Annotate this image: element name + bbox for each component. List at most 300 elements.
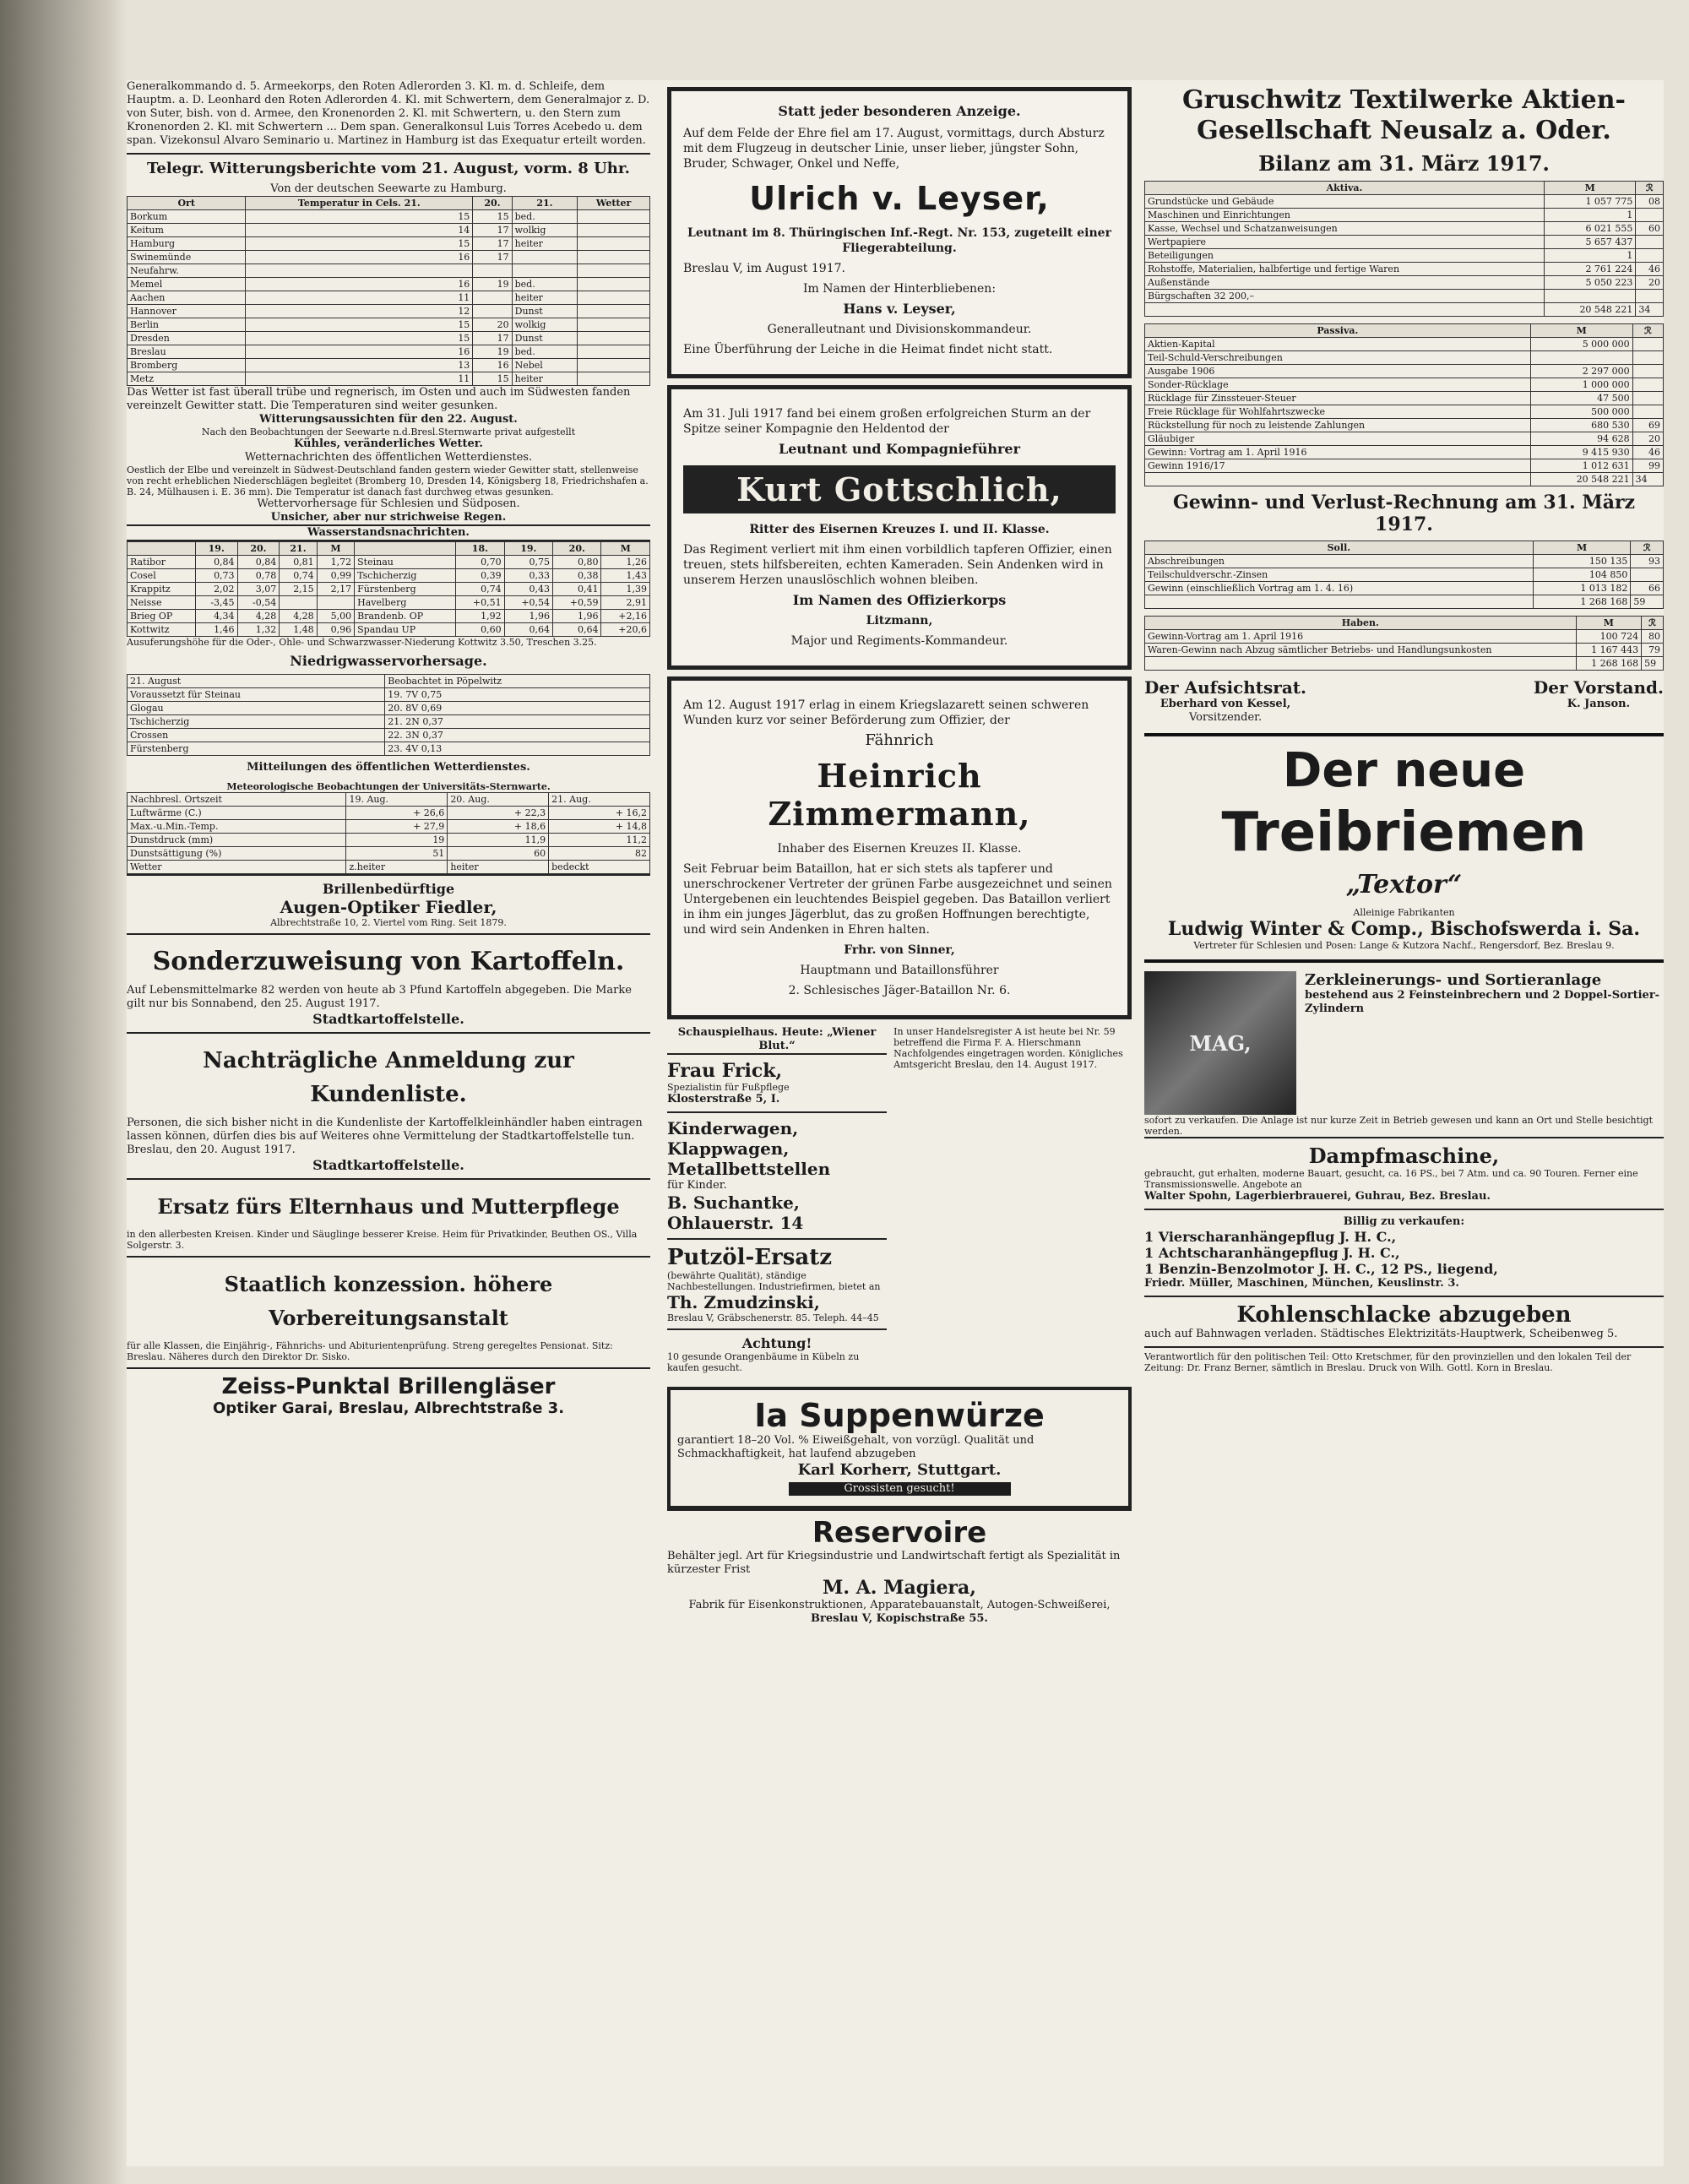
passiva-row [1145, 392, 1664, 405]
aktiva-cell: 08 [1636, 195, 1664, 209]
weather-cell [578, 345, 650, 359]
lowwater-row [128, 702, 650, 715]
guv-title: Gewinn- und Verlust-Rechnung am 31. März 1917. [1172, 492, 1636, 535]
passiva-row [1145, 365, 1664, 378]
water-cell: 0,43 [504, 583, 552, 596]
billig-item-2: 1 Achtscharanhängepflug J. H. C., [1144, 1245, 1400, 1261]
ad-magiera-addr: Breslau V, Kopischstraße 55. [811, 1612, 988, 1625]
water-cell: 2,15 [280, 583, 317, 596]
passiva-row [1145, 432, 1664, 446]
ad-achtung-title: Achtung! [741, 1335, 812, 1351]
haben-total-pf: 59 [1642, 657, 1664, 671]
passiva-row [1145, 378, 1664, 392]
passiva-cell: 47 500 [1530, 392, 1632, 405]
weather-cell: 17 [473, 251, 512, 264]
ad-nachtrag-text: Personen, die sich bisher nicht in die Kundenliste der Kartoffelkleinhändler haben eintragen lassen können, dürfen dies bis auf Weiteres ohne Vermittelung der Stadtkartoffelstelle tun. [127, 1116, 643, 1143]
soll-cell: 66 [1631, 582, 1664, 595]
obit2-text: Am 31. Juli 1917 fand bei einem großen erfolgreichen Sturm an der Spitze seiner Kompagnie den Heldentod der [683, 407, 1091, 436]
ad-treibriemen [1144, 745, 1664, 951]
weather-row [128, 372, 650, 386]
weather-sub: Von der deutschen Seewarte zu Hamburg. [270, 182, 507, 195]
lowwater-table [127, 674, 650, 756]
water-cell: Brieg OP [128, 610, 196, 623]
weather-cell [473, 305, 512, 318]
ad-ersatz [127, 1178, 650, 1256]
lowwater-cell: 21. 2N 0,37 [385, 715, 650, 729]
soll-row [1145, 582, 1664, 595]
water-cell: 1,48 [280, 623, 317, 637]
ad-frick-name: Frau Frick, [667, 1060, 783, 1082]
weather-cell [512, 264, 578, 278]
ad-suppenwuerze [667, 1387, 1132, 1509]
water-cell: Brandenb. OP [355, 610, 456, 623]
ad-ia-text: garantiert 18–20 Vol. % Eiweißgehalt, von vorzügl. Qualität und Schmackhaftigkeit, hat laufend abzugeben [677, 1434, 1035, 1460]
passiva-cell: 20 [1632, 432, 1663, 446]
weather-cell: Hannover [128, 305, 246, 318]
meteo-cell: 20. Aug. [448, 793, 549, 807]
weather-cell: 17 [473, 332, 512, 345]
aktiva-cell [1636, 209, 1664, 222]
treib-3: „Textor“ [1345, 870, 1463, 899]
meteo-cell: 11,9 [448, 834, 549, 847]
obit3-body: Seit Februar beim Bataillon, hat er sich stets als tapferer und unerschrockener Vertreter der grünen Farbe ausgezeichnet und seinen Untergebenen ein leuchtendes Beispiel gegeben. Das Bataillon verliert in ihm ein junges Jägerblut, das zu großen Hoffnungen berechtigte, und wird sein Andenken in Ehren halten. [683, 862, 1112, 937]
aktiva-cell: Kasse, Wechsel und Schatzanweisungen [1145, 222, 1545, 236]
passiva-cell [1632, 338, 1663, 351]
obituary-leyser [667, 87, 1132, 378]
water-header: 19. [504, 542, 552, 556]
water-cell: +0,59 [553, 596, 601, 610]
aktiva-row [1145, 195, 1664, 209]
meteo-cell: heiter [448, 861, 549, 874]
public-text: Oestlich der Elbe und vereinzelt in Südwest-Deutschland fanden gestern wieder Gewitter statt, stellenweise von recht erheblichen Niederschlägen begleitet (Bromberg 10, Dresden 14, Königsberg 18, Friedrichshafen a. B. 24, Mülhausen i. E. 36 mm). Die Temperatur ist danach fast durchweg etwas gesunken. [127, 465, 649, 497]
water-cell: 0,33 [504, 569, 552, 583]
aktiva-row [1145, 236, 1664, 249]
passiva-cell: 2 297 000 [1530, 365, 1632, 378]
dampf-title: Dampfmaschine, [1308, 1144, 1500, 1168]
soll-cell: 1 013 182 [1533, 582, 1631, 595]
weather-row [128, 345, 650, 359]
water-row [128, 556, 650, 569]
water-cell: 0,38 [553, 569, 601, 583]
soll-cell: 93 [1631, 555, 1664, 568]
lowwater-cell: Beobachtet in Pöpelwitz [385, 675, 650, 688]
aktiva-heading: Aktiva. [1145, 182, 1545, 195]
passiva-total-label [1145, 473, 1531, 486]
passiva-cell: 69 [1632, 419, 1663, 432]
haben-row [1145, 644, 1664, 657]
meteo-cell: + 16,2 [549, 807, 650, 820]
aktiva-cell: Wertpapiere [1145, 236, 1545, 249]
divider [127, 153, 650, 155]
lowwater-cell: Fürstenberg [128, 742, 385, 756]
passiva-cell: Rücklage für Zinssteuer-Steuer [1145, 392, 1531, 405]
soll-heading: Soll. [1145, 541, 1534, 555]
ad-putzoel [667, 1238, 887, 1328]
haben-total-label [1145, 657, 1577, 671]
lowwater-cell: Voraussetzt für Steinau [128, 688, 385, 702]
vorstand-name: K. Janson. [1567, 698, 1631, 710]
lowwater-cell: 20. 8V 0,69 [385, 702, 650, 715]
passiva-row [1145, 419, 1664, 432]
water-cell: -3,45 [195, 596, 237, 610]
meteo-cell: + 26,6 [346, 807, 448, 820]
water-header: 20. [237, 542, 280, 556]
water-cell: 5,00 [317, 610, 354, 623]
meteo-row [128, 861, 650, 874]
soll-cell: Abschreibungen [1145, 555, 1534, 568]
passiva-cell: 680 530 [1530, 419, 1632, 432]
lowwater-cell: Tschicherzig [128, 715, 385, 729]
ad-ia-wanted: Grossisten gesucht! [789, 1482, 1011, 1496]
meteo-cell: 51 [346, 847, 448, 861]
haben-cell: 100 724 [1576, 630, 1642, 644]
meteo-row [128, 847, 650, 861]
haben-heading: Haben. [1145, 617, 1577, 630]
water-cell: 1,92 [456, 610, 504, 623]
ad-kohlenschlacke [1144, 1296, 1664, 1346]
weather-cell [473, 291, 512, 305]
obit1-sign1: Im Namen der Hinterbliebenen: [802, 282, 997, 296]
passiva-cell: 500 000 [1530, 405, 1632, 419]
register-notice: In unser Handelsregister A ist heute bei Nr. 59 betreffend die Firma F. A. Hierschmann Nachfolgendes eingetragen worden. Königliches Amtsgericht Breslau, den 14. August 1917. [893, 1026, 1123, 1070]
column-right [1144, 80, 1664, 1373]
weather-cell [578, 278, 650, 291]
lowwater-cell: 21. August [128, 675, 385, 688]
intro-text: Generalkommando d. 5. Armeekorps, den Roten Adlerorden 3. Kl. m. d. Schleife, dem Hauptm. a. D. Leonhard den Roten Adlerorden 4. Kl. mit Schwertern, dem Generalmajor z. D. von Suter, bish. von d. Armee, den Kronenorden 2. Kl. mit Schwertern, u. den Stern zum Kronenorden 2. Kl. mit Schwertern ... Dem span. Generalkonsul Luis Torres Acebedo u. dem span. Vizekonsul Alvaro Seminario u. Martinez in Hamburg ist das Exequatur erteilt worden. [127, 80, 650, 147]
obit2-sign1: Im Namen des Offizierkorps [792, 592, 1007, 608]
ad-zeiss [127, 1367, 650, 1422]
dampf-text: gebraucht, gut erhalten, moderne Bauart, gesucht, ca. 16 PS., bei 7 Atm. und ca. 90 Touren. Ferner eine Transmissionswelle. Angebote an [1144, 1168, 1638, 1190]
mark-header-h: M [1576, 617, 1642, 630]
weather-cell [246, 264, 473, 278]
machine-photo [1144, 971, 1296, 1115]
aktiva-total: 20 548 221 [1544, 303, 1636, 317]
weather-cell: 11 [246, 372, 473, 386]
passiva-cell [1632, 351, 1663, 365]
weather-cell: Swinemünde [128, 251, 246, 264]
meteo-row [128, 834, 650, 847]
passiva-total: 20 548 221 [1530, 473, 1632, 486]
ad-stadt2: Stadtkartoffelstelle. [312, 1157, 464, 1173]
weather-cell: 16 [246, 345, 473, 359]
weather-cell: 15 [246, 332, 473, 345]
weather-cell: heiter [512, 291, 578, 305]
water-heading: Wasserstandsnachrichten. [127, 524, 650, 541]
lowwater-row [128, 675, 650, 688]
meteo-cell: + 18,6 [448, 820, 549, 834]
zerk-title: Zerkleinerungs- und Sortieranlage [1305, 971, 1602, 989]
mark-header-s: M [1533, 541, 1631, 555]
obit3-order: Inhaber des Eisernen Kreuzes II. Klasse. [777, 842, 1022, 856]
aktiva-cell: 2 761 224 [1544, 263, 1636, 276]
passiva-cell: Gewinn: Vortrag am 1. April 1916 [1145, 446, 1531, 459]
water-cell: 1,39 [601, 583, 650, 596]
passiva-cell: Teil-Schuld-Verschreibungen [1145, 351, 1531, 365]
obit1-place: Breslau V, im August 1917. [683, 262, 845, 275]
weather-cell [578, 291, 650, 305]
passiva-cell [1530, 351, 1632, 365]
lowwater-row [128, 688, 650, 702]
ad-putzoel-text: (bewährte Qualität), ständige Nachbestellungen. Industriefirmen, bietet an [667, 1270, 881, 1292]
weather-cell: wolkig [512, 318, 578, 332]
weather-cell: wolkig [512, 224, 578, 237]
aktiva-cell: 60 [1636, 222, 1664, 236]
mark-header: M [1544, 182, 1636, 195]
ad-optiker-title: Brillenbedürftige [322, 881, 455, 897]
forecast-text: Kühles, veränderliches Wetter. [294, 437, 483, 450]
weather-cell: Dunst [512, 332, 578, 345]
weather-cell: 17 [473, 224, 512, 237]
treib-sub: Alleinige Fabrikanten [1353, 907, 1455, 918]
passiva-heading: Passiva. [1145, 324, 1531, 338]
ad-zerkleinerung [1144, 971, 1664, 1115]
obit1-note: Eine Überführung der Leiche in die Heimat findet nicht statt. [683, 343, 1053, 356]
ad-reservoire [667, 1509, 1132, 1631]
passiva-cell: Freie Rücklage für Wohlfahrtszwecke [1145, 405, 1531, 419]
passiva-total-pf: 34 [1632, 473, 1663, 486]
pf-header-s: ℛ [1631, 541, 1664, 555]
weather-header: 20. [473, 197, 512, 210]
ad-frick-addr: Klosterstraße 5, I. [667, 1093, 780, 1106]
obit2-sign3: Major und Regiments-Kommandeur. [790, 634, 1008, 648]
aktiva-cell: 20 [1636, 276, 1664, 290]
haben-cell: 80 [1642, 630, 1664, 644]
weather-heading: Telegr. Witterungsberichte vom 21. August, vorm. 8 Uhr. [147, 160, 630, 177]
haben-cell: 1 167 443 [1576, 644, 1642, 657]
ad-nachtrag [127, 1032, 650, 1178]
column-middle [667, 80, 1132, 1631]
ad-optiker-addr: Albrechtstraße 10, 2. Viertel vom Ring. Seit 1879. [270, 917, 507, 928]
weather-cell: 19 [473, 345, 512, 359]
ad-ia-sign: Karl Korherr, Stuttgart. [797, 1461, 1002, 1479]
weather-cell [512, 251, 578, 264]
impressum: Verantwortlich für den politischen Teil: Otto Kretschmer, für den provinziellen und den lokalen Teil der Zeitung: Dr. Franz Berner, sämtlich in Breslau. Druck von Wilh. Gottl. Korn in Breslau. [1144, 1346, 1664, 1373]
passiva-cell: 5 000 000 [1530, 338, 1632, 351]
ad-kinderwagen-sub: für Kinder. [667, 1179, 727, 1192]
passiva-cell: Gläubiger [1145, 432, 1531, 446]
ad-reservoire-title: Reservoire [812, 1516, 987, 1550]
weather-cell: heiter [512, 372, 578, 386]
water-cell: 0,70 [456, 556, 504, 569]
weather-cell: 12 [246, 305, 473, 318]
weather-cell: Bromberg [128, 359, 246, 372]
water-cell: 1,46 [195, 623, 237, 637]
weather-header: Ort [128, 197, 246, 210]
passiva-table [1144, 323, 1664, 486]
weather-cell: 16 [246, 251, 473, 264]
weather-cell: Nebel [512, 359, 578, 372]
water-cell: +2,16 [601, 610, 650, 623]
water-cell: Tschicherzig [355, 569, 456, 583]
ad-zmudzinski: Th. Zmudzinski, [667, 1292, 820, 1312]
meteo-row [128, 807, 650, 820]
weather-row [128, 210, 650, 224]
water-cell: 0,84 [195, 556, 237, 569]
obit1-title: Statt jeder besonderen Anzeige. [778, 103, 1021, 119]
meteo-cell: Dunstsättigung (%) [128, 847, 346, 861]
ad-kinderwagen-title: Kinderwagen, Klappwagen, Metallbettstellen [667, 1118, 831, 1179]
passiva-cell [1632, 378, 1663, 392]
official-heading: Mitteilungen des öffentlichen Wetterdienstes. [247, 761, 530, 774]
forecast-heading: Witterungsaussichten für den 22. August. [259, 413, 518, 426]
weather-cell [578, 210, 650, 224]
meteo-heading: Meteorologische Beobachtungen der Universitäts-Sternwarte. [226, 781, 551, 792]
soll-cell: 150 135 [1533, 555, 1631, 568]
weather-row [128, 359, 650, 372]
weather-cell [578, 251, 650, 264]
ad-billig [1144, 1209, 1664, 1296]
weather-cell: 19 [473, 278, 512, 291]
aktiva-total-label [1145, 303, 1545, 317]
weather-cell [578, 224, 650, 237]
public-forecast: Unsicher, aber nur strichweise Regen. [270, 511, 507, 524]
water-cell: Neisse [128, 596, 196, 610]
water-row [128, 569, 650, 583]
water-cell: Spandau UP [355, 623, 456, 637]
water-cell: +0,54 [504, 596, 552, 610]
ad-ia-title: Ia Suppenwürze [754, 1397, 1045, 1434]
ad-suchantke: B. Suchantke, Ohlauerstr. 14 [667, 1193, 804, 1233]
passiva-row [1145, 338, 1664, 351]
lowwater-cell: 22. 3N 0,37 [385, 729, 650, 742]
aktiva-cell: Maschinen und Einrichtungen [1145, 209, 1545, 222]
haben-row [1145, 630, 1664, 644]
middle-ads-row [667, 1026, 1132, 1378]
haben-cell: Gewinn-Vortrag am 1. April 1916 [1145, 630, 1577, 644]
aktiva-cell: Beteiligungen [1145, 249, 1545, 263]
billig-sign: Friedr. Müller, Maschinen, München, Keuslinstr. 3. [1144, 1277, 1459, 1290]
water-header [355, 542, 456, 556]
obit3-text: Am 12. August 1917 erlag in einem Kriegslazarett seinen schweren Wunden kurz vor seiner Beförderung zum Offizier, der [683, 698, 1089, 727]
zerk-text: bestehend aus 2 Feinsteinbrechern und 2 Doppel-Sortier-Zylindern [1305, 989, 1660, 1015]
meteo-row [128, 820, 650, 834]
water-header: M [601, 542, 650, 556]
aktiva-cell [1544, 290, 1636, 303]
weather-cell: bed. [512, 345, 578, 359]
passiva-cell [1632, 405, 1663, 419]
weather-cell: Berlin [128, 318, 246, 332]
aktiva-cell: Bürgschaften 32 200,– [1145, 290, 1545, 303]
weather-cell: Metz [128, 372, 246, 386]
weather-cell: Hamburg [128, 237, 246, 251]
ad-putzoel-title: Putzöl-Ersatz [667, 1245, 833, 1270]
treib-rep: Vertreter für Schlesien und Posen: Lange & Kutzora Nachf., Rengersdorf, Bez. Breslau 9. [1193, 940, 1615, 951]
soll-cell: Teilschuldverschr.-Zinsen [1145, 568, 1534, 582]
water-cell: 0,84 [237, 556, 280, 569]
ad-nachtrag-date: Breslau, den 20. August 1917. [127, 1144, 296, 1156]
forecast-sub: Nach den Beobachtungen der Seewarte n.d.Bresl.Sternwarte privat aufgestellt [201, 426, 576, 437]
aufsichtsrat: Der Aufsichtsrat. [1144, 677, 1307, 698]
water-cell: Fürstenberg [355, 583, 456, 596]
ad-vorbereitung [127, 1256, 650, 1367]
weather-row [128, 278, 650, 291]
haben-cell: 79 [1642, 644, 1664, 657]
aktiva-cell: 46 [1636, 263, 1664, 276]
weather-cell [578, 305, 650, 318]
water-cell: 1,43 [601, 569, 650, 583]
weather-row [128, 224, 650, 237]
weather-cell: 15 [246, 237, 473, 251]
ad-kartoffeln [127, 933, 650, 1032]
aktiva-total-pf: 34 [1636, 303, 1664, 317]
aktiva-row [1145, 222, 1664, 236]
ad-zeiss-title: Zeiss-Punktal Brillengläser [221, 1374, 556, 1399]
billig-title: Billig zu verkaufen: [1343, 1215, 1465, 1228]
weather-row [128, 332, 650, 345]
aktiva-cell: Außenstände [1145, 276, 1545, 290]
ad-vorb-text: für alle Klassen, die Einjährig-, Fähnrichs- und Abiturientenprüfung. Streng geregeltes Pensionat. Sitz: Breslau. Näheres durch den Direktor Dr. Sisko. [127, 1340, 613, 1362]
ad-ersatz-title: Ersatz fürs Elternhaus und Mutterpflege [157, 1194, 620, 1219]
haben-table [1144, 616, 1664, 671]
ad-frick [667, 1053, 887, 1111]
water-cell: Kottwitz [128, 623, 196, 637]
ad-dampfmaschine [1144, 1137, 1664, 1209]
treib-1: Der neue [1282, 743, 1526, 798]
soll-cell: Gewinn (einschließlich Vortrag am 1. 4. 16) [1145, 582, 1534, 595]
weather-cell: 16 [473, 359, 512, 372]
aktiva-cell: 1 [1544, 209, 1636, 222]
ad-zmudzinski-addr: Breslau V, Gräbschenerstr. 85. Teleph. 44–45 [667, 1312, 879, 1323]
water-cell: 0,41 [553, 583, 601, 596]
passiva-cell [1632, 365, 1663, 378]
water-cell: 0,73 [195, 569, 237, 583]
water-table [127, 541, 650, 637]
weather-cell: 11 [246, 291, 473, 305]
water-cell: 1,26 [601, 556, 650, 569]
column-left [127, 80, 650, 1422]
lowwater-cell: Crossen [128, 729, 385, 742]
water-cell: Steinau [355, 556, 456, 569]
weather-cell: 15 [473, 210, 512, 224]
passiva-cell [1632, 392, 1663, 405]
meteo-cell: Dunstdruck (mm) [128, 834, 346, 847]
passiva-row [1145, 405, 1664, 419]
book-spine [0, 0, 127, 2184]
water-cell: 0,74 [456, 583, 504, 596]
zerk-note: sofort zu verkaufen. Die Anlage ist nur kurze Zeit in Betrieb gewesen und kann an Ort und Stelle besichtigt werden. [1144, 1115, 1654, 1137]
ad-magiera-sub: Fabrik für Eisenkonstruktionen, Apparatebauanstalt, Autogen-Schweißerei, [688, 1599, 1111, 1611]
water-cell: 0,60 [456, 623, 504, 637]
water-header: 19. [195, 542, 237, 556]
soll-cell: 104 850 [1533, 568, 1631, 582]
passiva-cell: Aktien-Kapital [1145, 338, 1531, 351]
obit1-sign2: Hans v. Leyser, [843, 301, 956, 317]
meteo-cell: 19. Aug. [346, 793, 448, 807]
lowwater-heading: Niedrigwasservorhersage. [290, 653, 487, 669]
ad-vorb-title: Staatlich konzession. höhere Vorbereitungsanstalt [224, 1272, 553, 1330]
passiva-cell: 1 000 000 [1530, 378, 1632, 392]
lowwater-row [128, 742, 650, 756]
passiva-row [1145, 351, 1664, 365]
theater: Schauspielhaus. Heute: „Wiener Blut.“ [677, 1026, 877, 1052]
aktiva-cell: 1 [1544, 249, 1636, 263]
aktiva-cell: 1 057 775 [1544, 195, 1636, 209]
passiva-cell: Ausgabe 1906 [1145, 365, 1531, 378]
aktiva-cell: Grundstücke und Gebäude [1145, 195, 1545, 209]
water-cell: 0,81 [280, 556, 317, 569]
mark-header-p: M [1530, 324, 1632, 338]
obituary-zimmermann [667, 676, 1132, 1019]
meteo-cell: Luftwärme (C.) [128, 807, 346, 820]
obit3-sign2: Hauptmann und Bataillonsführer [800, 964, 999, 977]
passiva-row [1145, 446, 1664, 459]
weather-row [128, 305, 650, 318]
weather-cell [578, 318, 650, 332]
water-header: M [317, 542, 354, 556]
soll-total-pf: 59 [1631, 595, 1664, 609]
obit2-name: Kurt Gottschlich, [683, 465, 1116, 513]
water-row [128, 583, 650, 596]
